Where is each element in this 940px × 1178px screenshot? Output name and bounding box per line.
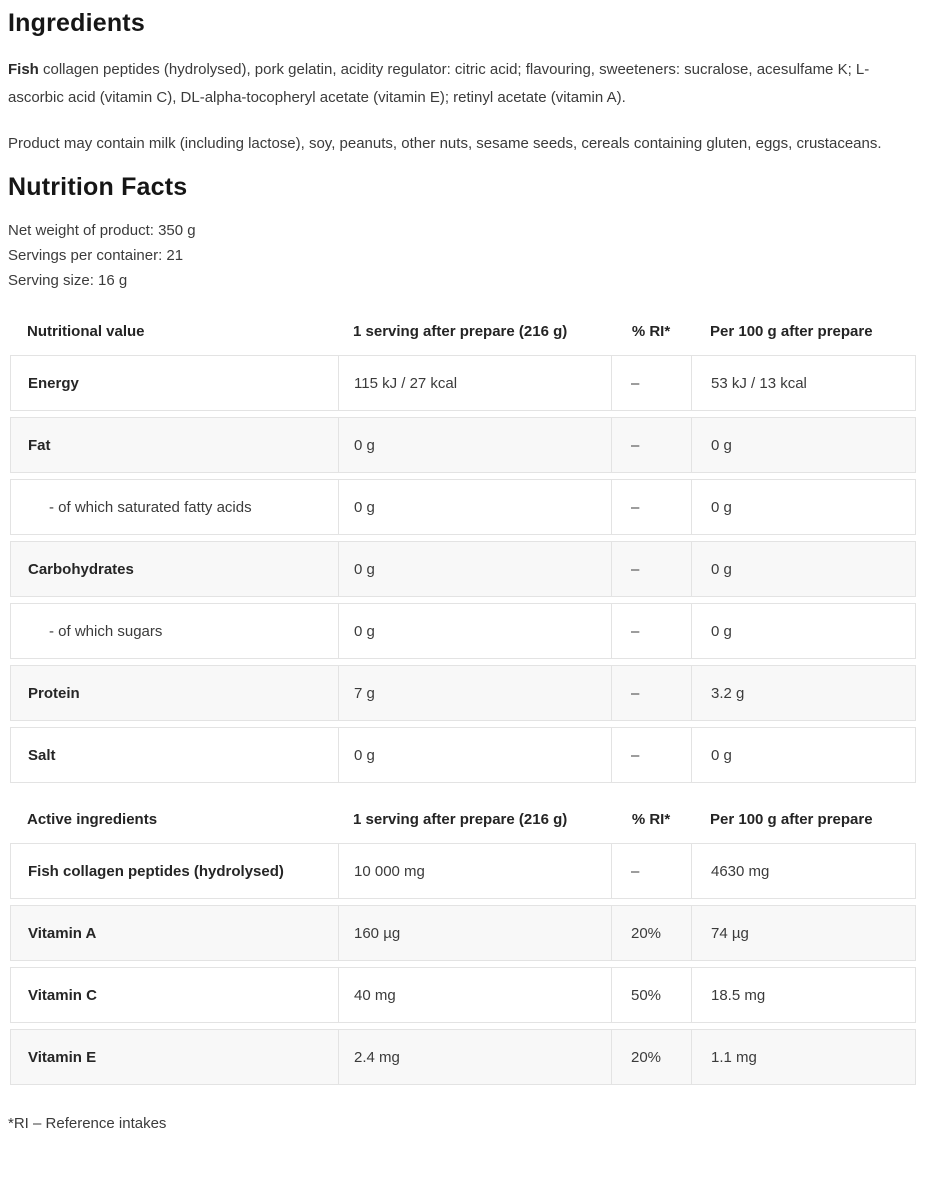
row-label: Protein xyxy=(11,666,339,720)
nutrition-facts-title: Nutrition Facts xyxy=(8,173,188,201)
column-header-ri: % RI* xyxy=(631,810,671,828)
active-ingredients-table xyxy=(10,795,916,1085)
allergen-fish-bold: Fish xyxy=(8,61,39,78)
row-ri-value: – xyxy=(612,418,692,472)
table-row xyxy=(10,1029,916,1085)
table-row xyxy=(10,417,916,473)
row-serving-value: 0 g xyxy=(339,480,612,534)
row-label: Vitamin A xyxy=(11,906,339,960)
row-serving-value: 0 g xyxy=(339,728,612,782)
row-serving-value: 115 kJ / 27 kcal xyxy=(339,356,612,410)
servings-per-container: Servings per container: 21 xyxy=(8,247,184,264)
table-row xyxy=(10,479,916,535)
table-row xyxy=(10,843,916,899)
row-serving-value: 160 µg xyxy=(339,906,612,960)
row-serving-value: 0 g xyxy=(339,542,612,596)
row-label: Fish collagen peptides (hydrolysed) xyxy=(11,844,339,898)
column-header-active-ingredients: Active ingredients xyxy=(27,810,158,828)
row-per-100g-value: 0 g xyxy=(711,622,732,640)
active-table-header-row xyxy=(10,795,916,843)
row-label: - of which saturated fatty acids xyxy=(11,480,339,534)
row-per-100g-value: 0 g xyxy=(711,436,732,454)
ri-footnote: *RI – Reference intakes xyxy=(8,1115,167,1132)
nutrition-table-header-row xyxy=(10,307,916,355)
table-row xyxy=(10,541,916,597)
row-per-100g-value: 74 µg xyxy=(711,924,749,942)
row-per-100g-value: 0 g xyxy=(711,746,732,764)
nutrition-table xyxy=(10,307,916,783)
row-label: Energy xyxy=(11,356,339,410)
column-header-per-100g: Per 100 g after prepare xyxy=(710,322,873,340)
row-ri-value: – xyxy=(612,604,692,658)
net-weight: Net weight of product: 350 g xyxy=(8,222,196,239)
row-label: Salt xyxy=(11,728,339,782)
may-contain-note: Product may contain milk (including lactose), soy, peanuts, other nuts, sesame seeds, cereals containing gluten, eggs, crustaceans. xyxy=(8,135,882,152)
table-row xyxy=(10,355,916,411)
row-serving-value: 7 g xyxy=(339,666,612,720)
table-row xyxy=(10,967,916,1023)
row-serving-value: 2.4 mg xyxy=(339,1030,612,1084)
row-ri-value: – xyxy=(612,728,692,782)
row-ri-value: 50% xyxy=(612,968,692,1022)
row-per-100g-value: 4630 mg xyxy=(711,862,770,880)
row-ri-value: – xyxy=(612,356,692,410)
table-row xyxy=(10,665,916,721)
ingredients-text xyxy=(8,56,914,112)
row-ri-value: 20% xyxy=(612,1030,692,1084)
row-per-100g-value: 18.5 mg xyxy=(711,986,766,1004)
row-label: Carbohydrates xyxy=(11,542,339,596)
row-ri-value: – xyxy=(612,480,692,534)
row-serving-value: 0 g xyxy=(339,604,612,658)
ingredients-title: Ingredients xyxy=(8,9,145,37)
row-serving-value: 0 g xyxy=(339,418,612,472)
row-label: Vitamin E xyxy=(11,1030,339,1084)
row-label: Fat xyxy=(11,418,339,472)
row-ri-value: – xyxy=(612,666,692,720)
column-header-serving: 1 serving after prepare (216 g) xyxy=(353,322,568,340)
nutrition-table-body xyxy=(10,355,916,783)
row-per-100g-value: 53 kJ / 13 kcal xyxy=(711,374,807,392)
ingredients-text-rest: collagen peptides (hydrolysed), pork gelatin, acidity regulator: citric acid; flavouring, sweeteners: sucralose, acesulfame K; L-ascorbic acid (vitamin C), DL-alpha-tocopheryl acetate (vitamin E); retinyl acetate (vitamin A). xyxy=(8,61,870,106)
row-per-100g-value: 1.1 mg xyxy=(711,1048,757,1066)
row-serving-value: 10 000 mg xyxy=(339,844,612,898)
row-per-100g-value: 0 g xyxy=(711,498,732,516)
row-per-100g-value: 3.2 g xyxy=(711,684,745,702)
serving-size: Serving size: 16 g xyxy=(8,272,128,289)
column-header-serving: 1 serving after prepare (216 g) xyxy=(353,810,568,828)
row-per-100g-value: 0 g xyxy=(711,560,732,578)
table-row xyxy=(10,727,916,783)
column-header-ri: % RI* xyxy=(631,322,671,340)
row-label: - of which sugars xyxy=(11,604,339,658)
column-header-nutritional-value: Nutritional value xyxy=(27,322,145,340)
active-table-body xyxy=(10,843,916,1085)
row-ri-value: – xyxy=(612,844,692,898)
column-header-per-100g: Per 100 g after prepare xyxy=(710,810,873,828)
row-ri-value: 20% xyxy=(612,906,692,960)
row-label: Vitamin C xyxy=(11,968,339,1022)
row-serving-value: 40 mg xyxy=(339,968,612,1022)
table-row xyxy=(10,603,916,659)
table-row xyxy=(10,905,916,961)
row-ri-value: – xyxy=(612,542,692,596)
